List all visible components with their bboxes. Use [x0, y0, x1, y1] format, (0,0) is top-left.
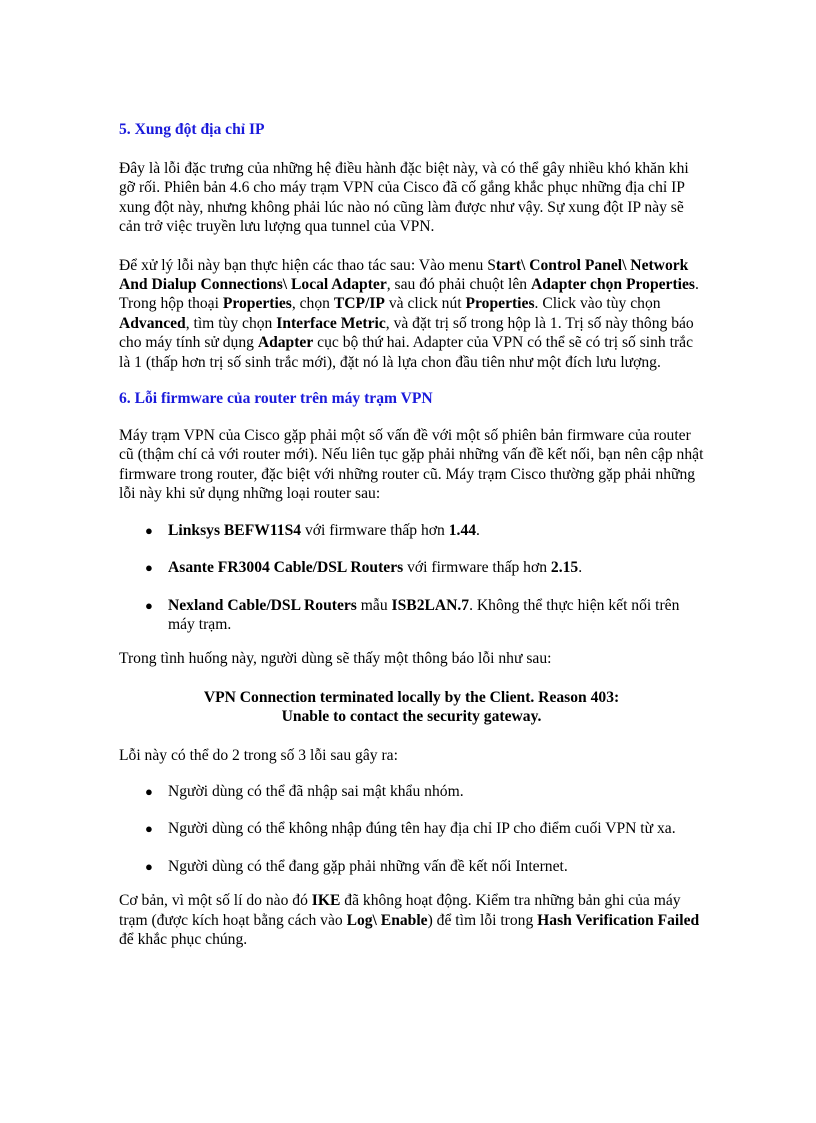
bullet-icon: ● [145, 522, 153, 538]
section-5-paragraph-1: Đây là lỗi đặc trưng của những hệ điều hành đặc biệt này, và có thể gây nhiều khó khăn khi gỡ rối. Phiên bản 4.6 cho máy trạm VPN của Cisco đã cố gắng khắc phục những địa chỉ IP xung đột này, nhưng không phải lúc nào nó cũng làm được như vậy. Sự xung đột IP này sẽ cản trở việc truyền lưu lượng qua tunnel của VPN. [119, 160, 689, 236]
list-item: ● Linksys BEFW11S4 với firmware thấp hơn 1.44. [145, 521, 480, 539]
bullet-icon: ● [145, 597, 153, 613]
section-5-paragraph-2: Để xử lý lỗi này bạn thực hiện các thao tác sau: Vào menu Start\ Control Panel\ Network And Dialup Connections\ Local Adapter, sau đó phải chuột lên Adapter chọn Properties. Trong hộp thoại Properties, chọn TCP/IP và click nút Properties. Click vào tùy chọn Advanced, tìm tùy chọn Interface Metric, và đặt trị số trong hộp là 1. Trị số này thông báo cho máy tính sử dụng Adapter cục bộ thứ hai. Adapter của VPN có thể sẽ có trị số sinh trắc là 1 (thấp hơn trị số sinh trắc mới), đặt nó là lựa chon đầu tiên như một đích lưu lượng. [119, 256, 699, 371]
bullet-icon: ● [145, 858, 153, 874]
error-message: VPN Connection terminated locally by the Client. Reason 403: Unable to contact the security gateway. [203, 688, 620, 726]
list-item: ● Người dùng có thể đã nhập sai mật khẩu nhóm. [145, 782, 464, 800]
list-item: ● Người dùng có thể không nhập đúng tên hay địa chỉ IP cho điểm cuối VPN từ xa. [145, 820, 676, 838]
section-6-paragraph-4: Cơ bản, vì một số lí do nào đó IKE đã không hoạt động. Kiểm tra những bản ghi của máy trạm (được kích hoạt bằng cách vào Log\ Enable) để tìm lỗi trong Hash Verification Failed để khắc phục chúng. [119, 892, 700, 948]
section-6-heading: 6. Lỗi firmware của router trên máy trạm VPN [119, 390, 433, 408]
bullet-icon: ● [145, 821, 153, 837]
list-item: ● Nexland Cable/DSL Routers mẫu ISB2LAN.7. Không thể thực hiện kết nối trên máy trạm. [145, 596, 680, 633]
section-6-paragraph-1: Máy trạm VPN của Cisco gặp phải một số vấn đề với một số phiên bản firmware của router cũ (thậm chí cả với router mới). Nếu liên tục gặp phải những vấn đề kết nối, bạn nên cập nhật firmware trong router, đặc biệt với những router cũ. Máy trạm Cisco thường gặp phải những lỗi này khi sử dụng những loại router sau: [119, 427, 704, 503]
section-5-heading: 5. Xung đột địa chỉ IP [119, 121, 265, 138]
section-6-paragraph-3: Lỗi này có thể do 2 trong số 3 lỗi sau gây ra: [119, 746, 398, 764]
router-list [119, 521, 704, 635]
causes-list [119, 782, 704, 876]
list-item: ● Người dùng có thể đang gặp phải những vấn đề kết nối Internet. [145, 857, 568, 875]
list-item: ● Asante FR3004 Cable/DSL Routers với firmware thấp hơn 2.15. [145, 559, 583, 577]
document-content [119, 120, 704, 949]
section-6-paragraph-2: Trong tình huống này, người dùng sẽ thấy một thông báo lỗi như sau: [119, 650, 552, 668]
bullet-icon: ● [145, 560, 153, 576]
bullet-icon: ● [145, 783, 153, 799]
